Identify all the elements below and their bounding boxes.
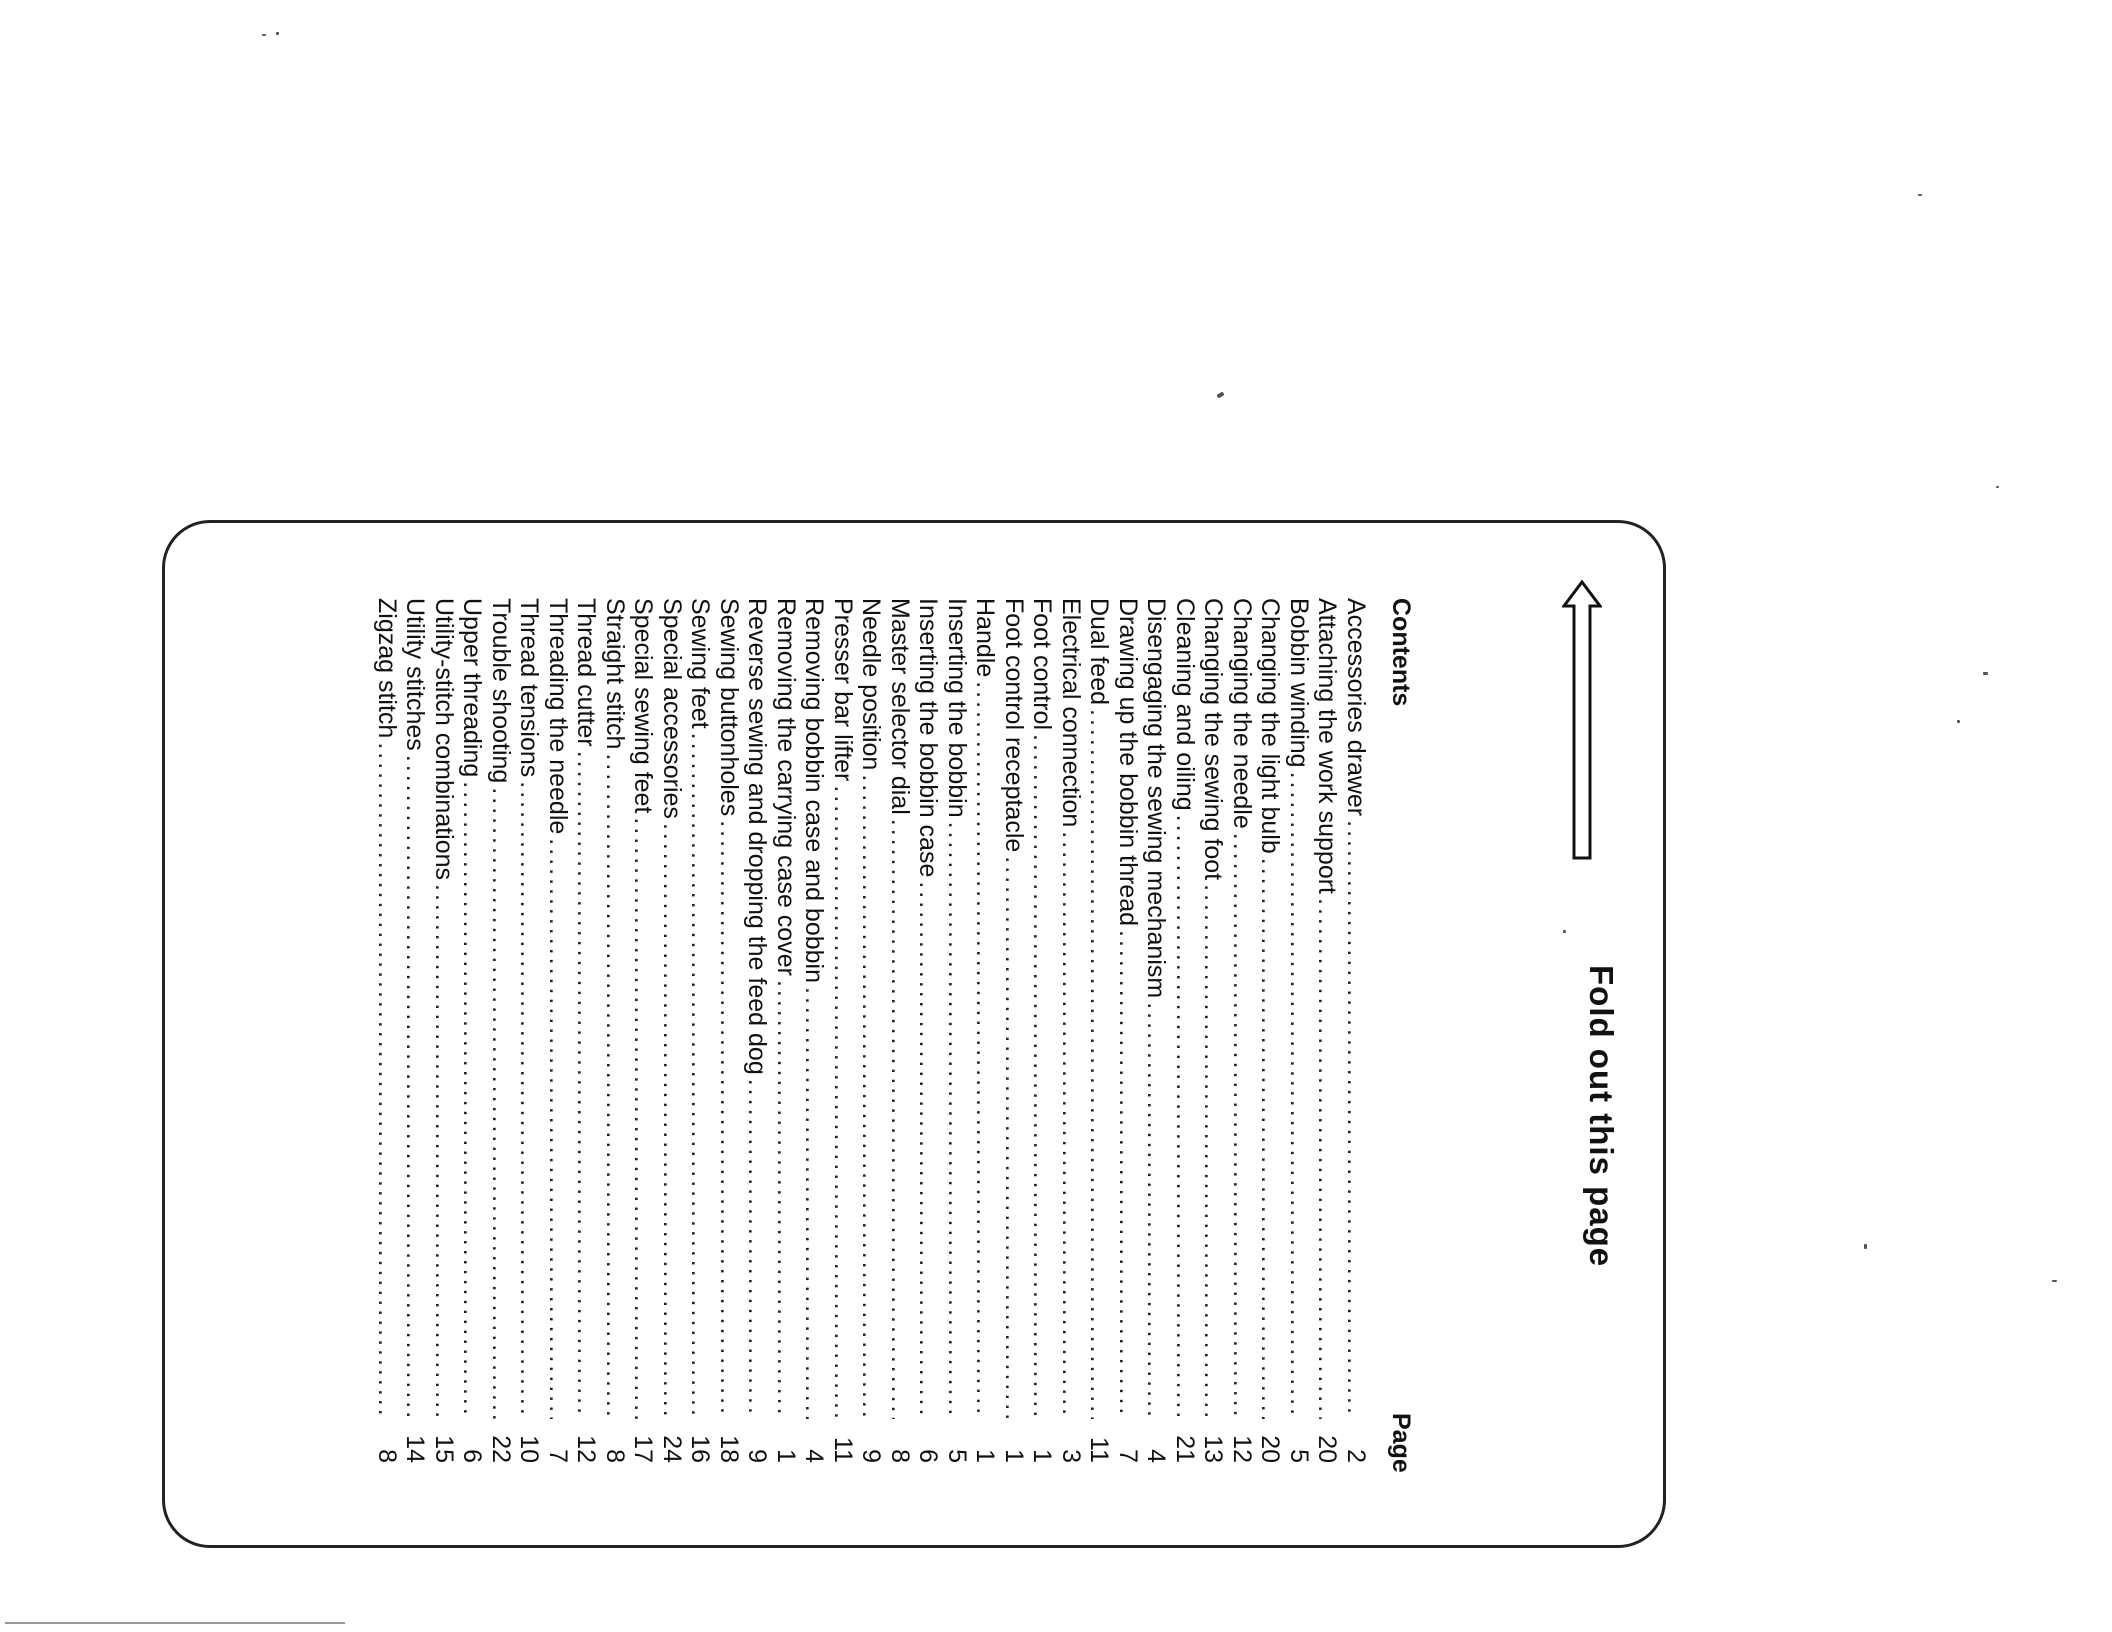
toc-entry-page-number: 11: [1085, 1437, 1114, 1463]
toc-entry: [1285, 598, 1314, 1463]
toc-leader-dots: [800, 987, 829, 1419]
toc-leader-dots: [401, 755, 430, 1419]
toc-leader-dots: [971, 681, 1000, 1419]
toc-entry-label: Changing the sewing foot: [1199, 598, 1228, 881]
toc-leader-dots: [629, 817, 658, 1419]
toc-entry-label: Changing the light bulb: [1256, 598, 1285, 854]
toc-leader-dots: [857, 774, 886, 1419]
toc-entry: [943, 598, 972, 1463]
toc-entry: [1000, 598, 1029, 1463]
toc-leader-dots: [373, 742, 402, 1419]
toc-entry: [658, 598, 687, 1463]
toc-leader-dots: [715, 820, 744, 1419]
toc-entry-label: Sewing buttonholes: [715, 598, 743, 817]
toc-leader-dots: [1057, 831, 1086, 1419]
toc-leader-dots: [914, 881, 943, 1419]
toc-entry-label: Utility-stitch combinations: [430, 598, 458, 881]
toc-entry: [1142, 598, 1171, 1463]
scan-speck: [1957, 720, 1960, 723]
toc-entry-page-number: 24: [658, 1435, 686, 1463]
toc-entry: [401, 598, 430, 1463]
toc-entry-label: Master selector dial: [886, 598, 914, 815]
toc-leader-dots: [1171, 815, 1200, 1419]
toc-entry: [829, 598, 858, 1463]
toc-entry-label: Reverse sewing and dropping the feed dog: [743, 598, 772, 1075]
toc-leader-dots: [544, 838, 573, 1419]
scan-speck: [1563, 930, 1566, 933]
toc-entry-label: Removing the carrying case cover: [772, 598, 800, 976]
toc-entry-page-number: 11: [829, 1437, 857, 1463]
toc-entry-page-number: 6: [914, 1449, 943, 1463]
toc-entry-label: Electrical connection: [1057, 598, 1085, 828]
toc-entry-page-number: 7: [544, 1449, 572, 1463]
page-column-heading: Page: [1387, 1413, 1415, 1473]
toc-entry: [430, 598, 459, 1463]
toc-entry-label: Handle: [971, 598, 1000, 678]
toc-leader-dots: [686, 733, 715, 1419]
toc-entry-label: Utility stitches: [401, 598, 430, 751]
toc-entry-page-number: 8: [601, 1449, 629, 1463]
toc-entry-label: Removing bobbin case and bobbin: [800, 598, 829, 983]
toc-entry-page-number: 21: [1171, 1435, 1199, 1463]
toc-entry-page-number: 15: [430, 1435, 458, 1463]
toc-leader-dots: [1313, 898, 1342, 1419]
toc-leader-dots: [1028, 734, 1057, 1419]
toc-entry-label: Special sewing feet: [629, 598, 658, 814]
toc-entry: [800, 598, 829, 1463]
toc-leader-dots: [943, 822, 972, 1419]
toc-leader-dots: [658, 823, 687, 1419]
toc-entry-page-number: 9: [857, 1449, 886, 1463]
toc-entry: [743, 598, 772, 1463]
toc-leader-dots: [1256, 858, 1285, 1419]
toc-entry-page-number: 4: [1142, 1449, 1171, 1463]
toc-leader-dots: [1000, 856, 1029, 1419]
toc-leader-dots: [601, 753, 630, 1419]
toc-leader-dots: [515, 781, 544, 1419]
fold-out-title: Fold out this page: [1583, 965, 1620, 1268]
toc-entry: [1114, 598, 1143, 1463]
toc-entry-page-number: 18: [715, 1435, 743, 1463]
toc-entry: [1313, 598, 1342, 1463]
toc-entry-label: Disengaging the sewing mechanism: [1142, 598, 1171, 999]
toc-entry-label: Changing the needle: [1228, 598, 1256, 829]
scan-edge-line: [5, 1622, 345, 1624]
toc-entry-label: Thread tensions: [515, 598, 544, 778]
toc-leader-dots: [743, 1079, 772, 1419]
fold-arrow-icon: [1562, 580, 1602, 860]
toc-entry-page-number: 1: [1000, 1449, 1028, 1463]
scan-speck: [1996, 486, 1999, 488]
toc-entry-page-number: 3: [1057, 1449, 1085, 1463]
toc-entry: [629, 598, 658, 1463]
toc-entry-page-number: 8: [373, 1449, 401, 1463]
toc-entry-page-number: 12: [1228, 1435, 1256, 1463]
toc-entry: [515, 598, 544, 1463]
toc-entry: [686, 598, 715, 1463]
toc-entry-page-number: 17: [629, 1435, 658, 1463]
scan-speck: [2052, 1280, 2057, 1282]
toc-entry-label: Straight stitch: [601, 598, 629, 750]
toc-entry-page-number: 6: [458, 1449, 487, 1463]
toc-entry-label: Upper threading: [458, 598, 487, 778]
toc-entry-label: Drawing up the bobbin thread: [1114, 598, 1142, 927]
toc-entry-label: Zigzag stitch: [373, 598, 401, 739]
toc-leader-dots: [1199, 884, 1228, 1419]
toc-entry: [1057, 598, 1086, 1463]
toc-entry-label: Dual feed: [1085, 598, 1114, 706]
toc-entry-page-number: 5: [943, 1449, 971, 1463]
table-of-contents: [373, 598, 1371, 1463]
toc-entry-page-number: 10: [515, 1435, 544, 1463]
toc-entry: [373, 598, 402, 1463]
toc-entry: [1028, 598, 1057, 1463]
toc-entry-label: Sewing feet: [686, 598, 715, 729]
toc-entry: [715, 598, 744, 1463]
toc-leader-dots: [1114, 930, 1143, 1419]
toc-entry-page-number: 5: [1285, 1449, 1313, 1463]
toc-entry: [487, 598, 516, 1463]
toc-leader-dots: [1342, 820, 1371, 1419]
toc-entry-page-number: 13: [1199, 1435, 1228, 1463]
toc-entry-label: Foot control: [1028, 598, 1057, 731]
rotated-contents-panel: [170, 525, 1660, 1535]
toc-entry: [572, 598, 601, 1463]
toc-entry-page-number: 4: [800, 1449, 829, 1463]
toc-entry-label: Inserting the bobbin case: [914, 598, 943, 878]
toc-entry: [544, 598, 573, 1463]
scan-speck: [1983, 672, 1988, 675]
toc-entry-label: Presser bar lifter: [829, 598, 857, 782]
toc-entry-label: Needle position: [857, 598, 886, 771]
toc-leader-dots: [1142, 1002, 1171, 1419]
toc-entry: [971, 598, 1000, 1463]
toc-leader-dots: [458, 781, 487, 1419]
toc-entry: [886, 598, 915, 1463]
toc-entry-label: Special accessories: [658, 598, 686, 819]
toc-entry-label: Thread cutter: [572, 598, 601, 747]
toc-entry-page-number: 1: [772, 1449, 800, 1463]
toc-entry: [857, 598, 886, 1463]
toc-entry-page-number: 1: [971, 1449, 1000, 1463]
toc-leader-dots: [487, 787, 516, 1419]
toc-entry-label: Cleaning and oiling: [1171, 598, 1199, 811]
contents-heading: Contents: [1387, 598, 1415, 707]
toc-leader-dots: [1285, 772, 1314, 1419]
toc-entry: [914, 598, 943, 1463]
scan-speck: [1864, 1244, 1867, 1249]
toc-entry-label: Bobbin winding: [1285, 598, 1313, 768]
toc-entry-page-number: 16: [686, 1435, 715, 1463]
scan-speck: [1918, 194, 1922, 196]
toc-entry-page-number: 22: [487, 1435, 515, 1463]
toc-entry: [1256, 598, 1285, 1463]
toc-entry-page-number: 8: [886, 1449, 914, 1463]
toc-entry-label: Foot control receptacle: [1000, 598, 1028, 853]
toc-leader-dots: [572, 751, 601, 1419]
toc-entry-label: Inserting the bobbin: [943, 598, 971, 818]
scan-speck: [1216, 392, 1224, 399]
toc-entry: [1171, 598, 1200, 1463]
toc-entry-page-number: 7: [1114, 1449, 1142, 1463]
toc-entry: [458, 598, 487, 1463]
toc-entry-page-number: 9: [743, 1449, 772, 1463]
toc-entry-label: Accessories drawer: [1342, 598, 1370, 817]
toc-entry: [1199, 598, 1228, 1463]
toc-leader-dots: [772, 980, 801, 1419]
toc-entry-page-number: 2: [1342, 1449, 1370, 1463]
toc-entry: [1342, 598, 1371, 1463]
toc-leader-dots: [829, 785, 858, 1419]
toc-entry-page-number: 12: [572, 1435, 601, 1463]
toc-entry-page-number: 1: [1028, 1449, 1057, 1463]
toc-entry-page-number: 20: [1313, 1435, 1342, 1463]
toc-entry-label: Threading the needle: [544, 598, 572, 835]
toc-entry-label: Trouble shooting: [487, 598, 515, 784]
toc-entry: [1085, 598, 1114, 1463]
toc-entry: [1228, 598, 1257, 1463]
toc-entry-page-number: 20: [1256, 1435, 1285, 1463]
scan-speck: [262, 34, 266, 36]
toc-entry-label: Attaching the work support: [1313, 598, 1342, 894]
toc-leader-dots: [1085, 709, 1114, 1419]
toc-leader-dots: [1228, 833, 1257, 1419]
toc-entry-page-number: 14: [401, 1435, 430, 1463]
toc-leader-dots: [430, 884, 459, 1419]
toc-entry: [772, 598, 801, 1463]
toc-entry: [601, 598, 630, 1463]
scan-speck: [276, 32, 279, 35]
toc-leader-dots: [886, 819, 915, 1419]
